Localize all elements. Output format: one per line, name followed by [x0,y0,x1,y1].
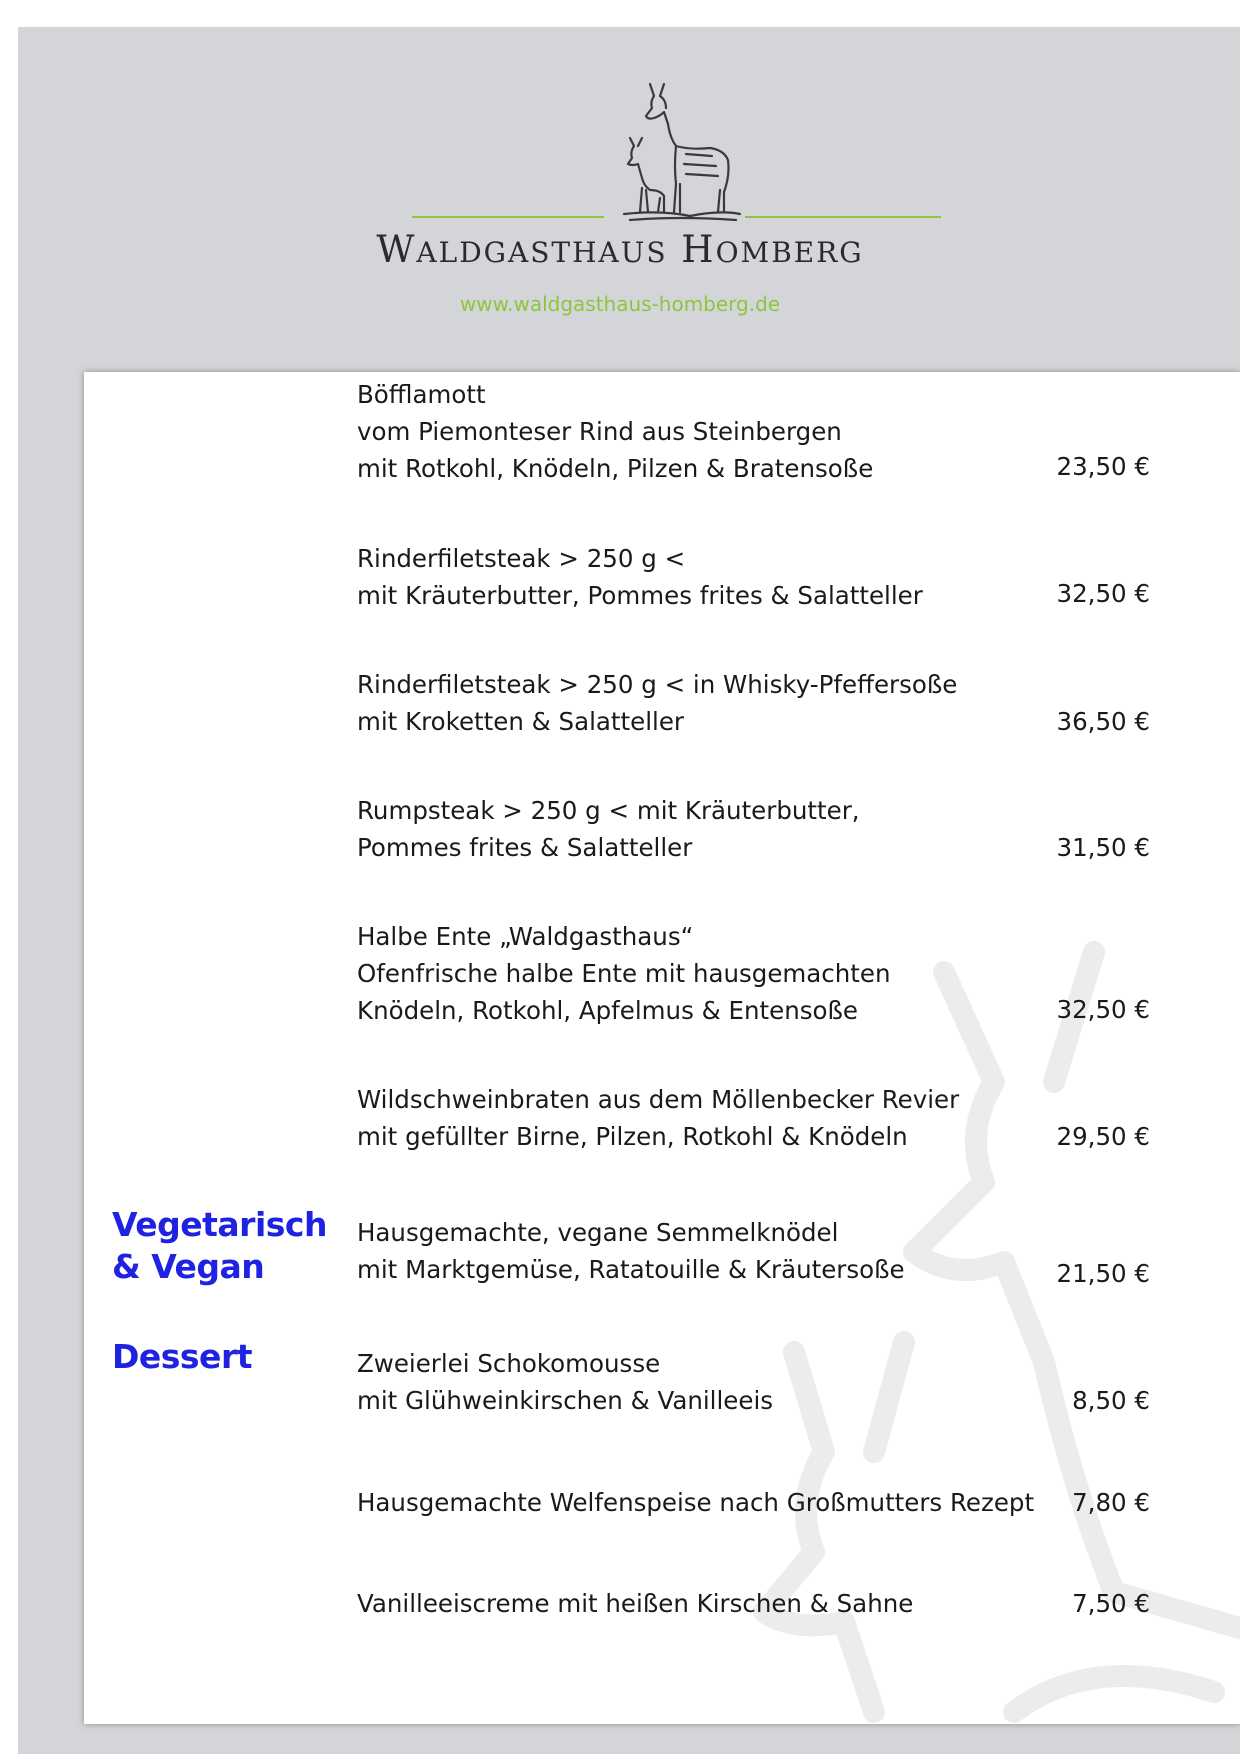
menu-item-text: Vanilleeiscreme mit heißen Kirschen & Sahne [357,1589,914,1618]
logo-rule-left [412,216,604,218]
deer-logo-icon [620,80,750,225]
menu-item-price: 8,50 € [1072,1386,1150,1415]
menu-item-price: 23,50 € [1056,452,1150,481]
menu-item-price: 7,80 € [1072,1488,1150,1517]
menu-item-price: 31,50 € [1056,833,1150,862]
logo-rule-right [745,216,941,218]
menu-item-price: 32,50 € [1056,995,1150,1024]
menu-item-price: 29,50 € [1056,1122,1150,1151]
menu-item-price: 21,50 € [1056,1259,1150,1288]
menu-item-text: Rinderfiletsteak > 250 g < in Whisky-Pfeffersoße mit Kroketten & Salatteller [357,670,958,736]
website-url[interactable]: www.waldgasthaus-homberg.de [459,292,781,316]
menu-item-text: Zweierlei Schokomousse mit Glühweinkirschen & Vanilleeis [357,1349,774,1415]
menu-item-price: 32,50 € [1056,579,1150,608]
menu-item-text: Böfflamott vom Piemonteser Rind aus Steinbergen mit Rotkohl, Knödeln, Pilzen & Bratensoße [357,380,874,483]
menu-item-text: Halbe Ente „Waldgasthaus“ Ofenfrische halbe Ente mit hausgemachten Knödeln, Rotkohl, Apfelmus & Entensoße [357,922,891,1025]
menu-item-text: Rumpsteak > 250 g < mit Kräuterbutter, Pommes frites & Salatteller [357,796,860,862]
restaurant-name: WALDGASTHAUS HOMBERG [376,228,864,271]
menu-item-price: 36,50 € [1056,707,1150,736]
menu-item-text: Rinderfiletsteak > 250 g < mit Kräuterbutter, Pommes frites & Salatteller [357,544,923,610]
category-vegan: Vegetarisch & Vegan [112,1205,327,1286]
menu-item-text: Hausgemachte Welfenspeise nach Großmutters Rezept [357,1488,1035,1517]
menu-item-text: Wildschweinbraten aus dem Möllenbecker Revier mit gefüllter Birne, Pilzen, Rotkohl & Knödeln [357,1085,960,1151]
menu-item-text: Hausgemachte, vegane Semmelknödel mit Marktgemüse, Ratatouille & Kräutersoße [357,1218,905,1284]
category-dessert: Dessert [112,1337,252,1376]
menu-item-price: 7,50 € [1072,1589,1150,1618]
